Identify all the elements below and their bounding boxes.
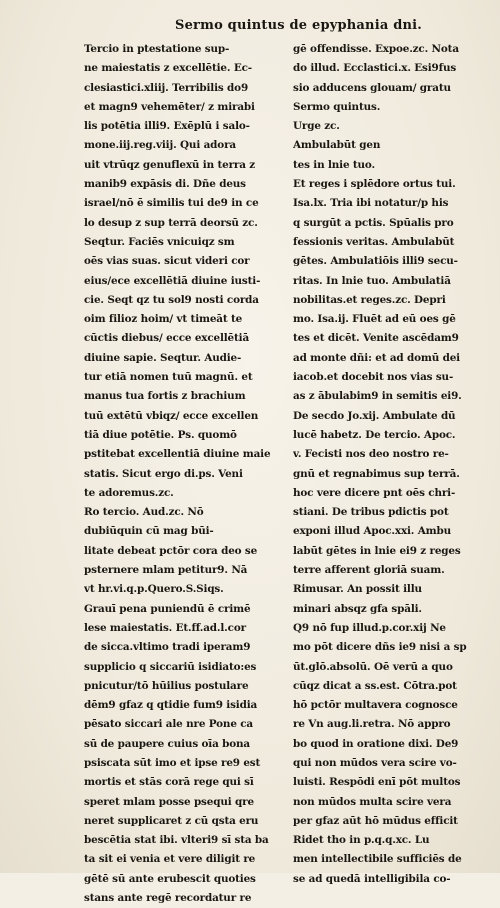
text-line: israel/nō ē similis tui de9 in ce	[84, 197, 259, 210]
text-line: manus tua fortis z brachium	[84, 390, 246, 403]
text-line: psiscata sūt imo et ipse re9 est	[84, 756, 261, 769]
text-line: gētes. Ambulatiōis illi9 secu-	[293, 255, 458, 268]
text-line: iacob.et docebit nos vias su-	[293, 371, 454, 384]
text-line: stans ante regē recordatur re	[84, 892, 252, 905]
text-line: psternere mlam petitur9. Nā	[84, 564, 248, 577]
text-line: luisti. Respōdi enī pōt multos	[293, 776, 461, 789]
text-line: ritas. In lnie tuo. Ambulatiā	[293, 274, 451, 287]
text-line: dēm9 gfaz q qtidie fum9 isidia	[84, 699, 258, 712]
text-line: mo pōt dicere dñs ie9 nisi a sp	[293, 641, 467, 654]
text-line: terre afferent gloriā suam.	[293, 564, 445, 577]
text-line: q surgūt a pctis. Spūalis pro	[293, 216, 454, 229]
text-line: qui non mūdos vera scire vo-	[293, 756, 457, 769]
text-line: Rimusar. An possit illu	[293, 583, 422, 596]
text-line: statis. Sicut ergo di.ps. Veni	[84, 467, 243, 480]
text-line: vt hr.vi.q.p.Quero.S.Siqs.	[84, 583, 224, 596]
text-line: Tercio in ptestatione sup-	[84, 43, 230, 55]
text-line: sū de paupere cuius oīa bona	[84, 737, 251, 750]
text-line: hō pctōr multavera cognosce	[293, 699, 458, 712]
text-line: Ro tercio. Aud.zc. Nō	[84, 506, 204, 519]
text-line: ne maiestatis z excellētie. Ec-	[84, 62, 252, 75]
right-column	[293, 40, 483, 889]
text-line: nobilitas.et reges.zc. Depri	[293, 293, 446, 306]
text-line: uit vtrūqz genuflexū in terra z	[84, 158, 256, 171]
text-line: bo quod in oratione dixi. De9	[293, 737, 459, 750]
text-line: cie. Seqt qz tu sol9 nosti corda	[84, 293, 259, 306]
text-line: minari absqz gfa spāli.	[293, 602, 422, 615]
text-line: stiani. De tribus pdictis pot	[293, 506, 449, 519]
text-line: tiā diue potētie. Ps. quomō	[84, 428, 237, 441]
text-line: tes et dicēt. Venite ascēdam9	[293, 332, 459, 345]
text-line: men intellectibile sufficiēs de	[293, 853, 462, 866]
text-line: lucē habetz. De tercio. Apoc.	[293, 428, 456, 441]
text-line: Urge zc.	[293, 120, 340, 133]
text-line: re Vn aug.li.retra. Nō appro	[293, 718, 451, 731]
text-line: mortis et stās corā rege qui sī	[84, 776, 254, 789]
text-line: v. Fecisti nos deo nostro re-	[293, 448, 449, 461]
text-line: pēsato siccari ale nre Pone ca	[84, 718, 254, 731]
text-line: per gfaz aūt hō mūdus efficit	[293, 814, 458, 827]
text-line: te adoremus.zc.	[84, 486, 174, 499]
text-line: oim filioz hoim/ vt timeāt te	[84, 313, 243, 326]
text-line: dubiūquin cū mag būi-	[84, 525, 214, 538]
text-line: Et reges i splēdore ortus tui.	[293, 178, 456, 191]
text-line: tes in lnie tuo.	[293, 158, 375, 171]
text-line: cūctis diebus/ ecce excellētiā	[84, 332, 250, 345]
text-line: gētē sū ante erubescit quoties	[84, 872, 256, 885]
text-line: eius/ece excellētiā diuine iusti-	[84, 274, 261, 287]
text-line: Isa.lx. Tria ibi notatur/p his	[293, 197, 449, 210]
text-line: hoc vere dicere pnt oēs chri-	[293, 486, 456, 499]
text-line: ad monte dñi: et ad domū dei	[293, 351, 460, 364]
text-line: neret supplicaret z cū qsta eru	[84, 814, 259, 827]
text-line: Sermo quintus.	[293, 100, 381, 113]
text-line: diuine sapie. Seqtur. Audie-	[84, 351, 242, 364]
text-line: gē offendisse. Expoe.zc. Nota	[293, 43, 459, 55]
text-line: non mūdos multa scire vera	[293, 795, 452, 808]
running-head: Sermo quintus de epyphania dni.	[175, 18, 423, 33]
text-line: Ambulabūt gen	[293, 139, 381, 152]
text-line: mone.iij.reg.viij. Qui adora	[84, 139, 236, 152]
text-line: clesiastici.xliij. Terribilis do9	[84, 81, 249, 94]
left-column	[84, 40, 284, 908]
text-line: speret mlam posse psequi qre	[84, 795, 254, 808]
text-line: Q9 nō fup illud.p.cor.xij Ne	[293, 621, 446, 634]
text-line: Grauī pena puniendū ē crimē	[84, 602, 251, 615]
text-line: ta sit ei venia et vere diligit re	[84, 853, 256, 866]
text-line: gnū et regnabimus sup terrā.	[293, 467, 460, 480]
text-line: do illud. Ecclastici.x. Esi9fus	[293, 62, 457, 75]
text-line: manib9 expāsis di. Dñe deus	[84, 178, 246, 191]
text-line: bescētia stat ibi. vlteri9 sī sta ba	[84, 834, 269, 847]
text-line: de sicca.vltimo tradi iperam9	[84, 641, 251, 654]
text-line: pnicutur/tō hūilius postulare	[84, 679, 249, 692]
text-line: cūqz dicat a ss.est. Cōtra.pot	[293, 679, 457, 692]
text-line: lese maiestatis. Et.ff.ad.l.cor	[84, 621, 246, 634]
text-line: oēs vias suas. sicut videri cor	[84, 255, 250, 268]
text-line: Seqtur. Faciēs vnicuiqz sm	[84, 235, 235, 248]
text-line: pstitebat excellentiā diuine maie	[84, 448, 271, 461]
text-line: tuū extētū vbiqz/ ecce excellen	[84, 409, 259, 422]
text-line: fessionis veritas. Ambulabūt	[293, 235, 455, 248]
text-line: sio adducens glouam/ gratu	[293, 81, 451, 94]
text-line: exponi illud Apoc.xxi. Ambu	[293, 525, 451, 538]
text-line: litate debeat pctōr cora deo se	[84, 544, 258, 557]
text-line: as z ābulabim9 in semitis ei9.	[293, 390, 462, 403]
text-line: mo. Isa.ij. Fluēt ad eū oes gē	[293, 313, 456, 326]
text-line: labūt gētes in lnie ei9 z reges	[293, 544, 461, 557]
text-line: tur etiā nomen tuū magnū. et	[84, 371, 253, 384]
text-line: se ad quedā intelligibila co-	[293, 872, 451, 885]
text-line: lis potētia illi9. Exēplū i salo-	[84, 120, 250, 133]
text-line: lo desup z sup terrā deorsū zc.	[84, 216, 258, 229]
text-line: supplicio q siccariū isidiato:es	[84, 660, 257, 673]
text-line: et magn9 vehemēter/ z mirabi	[84, 100, 255, 113]
text-line: Ridet tho in p.q.q.xc. Lu	[293, 834, 430, 847]
text-line: De secdo Jo.xij. Ambulate dū	[293, 409, 456, 422]
text-line: ūt.glō.absolū. Oē verū a quo	[293, 660, 453, 673]
